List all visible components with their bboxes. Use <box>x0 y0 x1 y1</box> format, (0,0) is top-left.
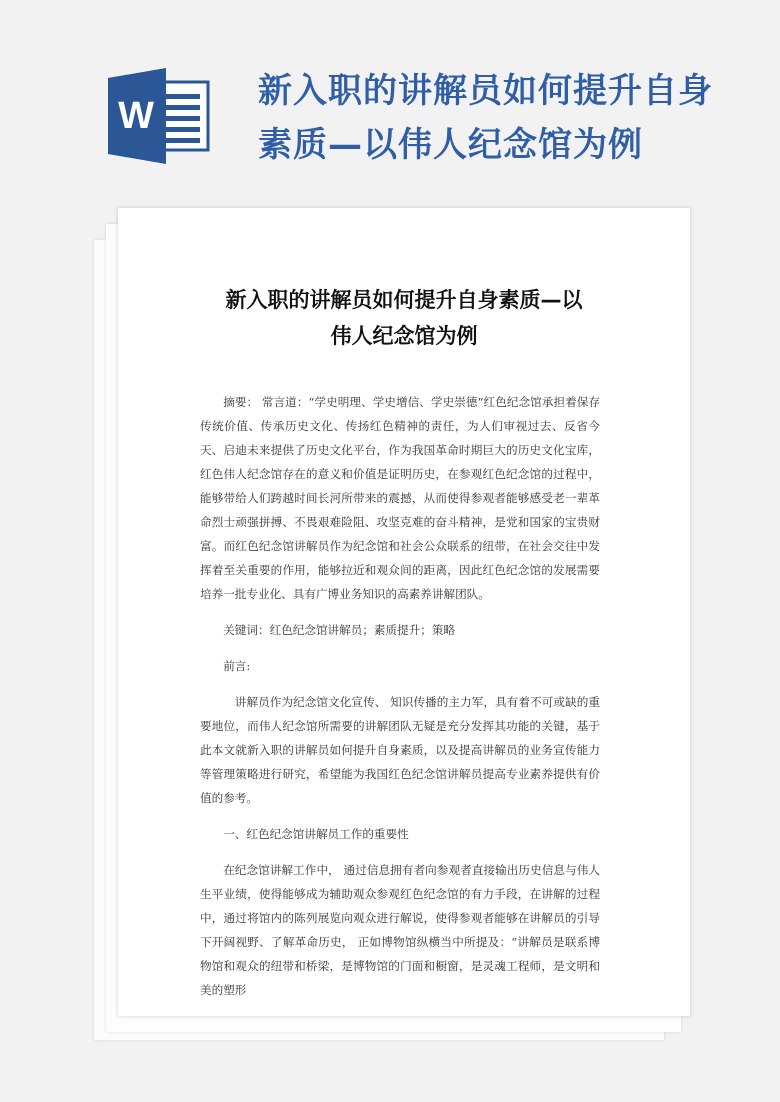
header <box>0 0 780 200</box>
document-title-line2: 伟人纪念馆为例 <box>330 324 478 348</box>
header-title-line2: 素质—以伟人纪念馆为例 <box>258 125 643 165</box>
document-title-line1: 新入职的讲解员如何提升自身素质—以 <box>225 288 583 312</box>
preface-heading: 前言: <box>223 659 251 673</box>
document-page <box>118 208 690 1016</box>
header-title <box>258 64 738 172</box>
preface-paragraph: 讲解员作为纪念馆文化宣传、 知识传播的主力军，具有着不可或缺的重要地位，而伟人纪念馆所需要的讲解团队无疑是充分发挥其功能的关键，基于此本文就新入职的讲解员如何提升自身素质，以及提高讲解员的业务宣传能力等管理策略进行研究，希望能为我国红色纪念馆讲解员提高专业素养提供有价值的参考。 <box>200 695 600 805</box>
section-paragraph: 在纪念馆讲解工作中， 通过信息拥有者向参观者直接输出历史信息与伟人生平业绩，使得能够成为辅助观众参观红色纪念馆的有力手段，在讲解的过程中，通过将馆内的陈列展览向观众进行解说，使得参观者能够在讲解员的引导下开阔视野、了解革命历史， 正如博物馆纵横当中所提及：“讲解员是联系博物馆和观众的纽带和桥梁，是博物馆的门面和橱窗，是灵魂工程师，是文明和美的塑形 <box>200 863 600 997</box>
abstract-paragraph: 摘要： 常言道：“学史明理、学史增信、学史崇德”红色纪念馆承担着保存传统价值、传承历史文化、传扬红色精神的责任，为人们审视过去、反省今天、启迪未来提供了历史文化平台，作为我国革命时期巨大的历史文化宝库，红色伟人纪念馆存在的意义和价值是证明历史，在参观红色纪念馆的过程中，能够带给人们跨越时间长河所带来的震撼，从而使得参观者能够感受老一辈革命烈士顽强拼搏、不畏艰难险阻、攻坚克难的奋斗精神，是党和国家的宝贵财富。而红色纪念馆讲解员作为纪念馆和社会公众联系的纽带，在社会交往中发挥着至关重要的作用，能够拉近和观众间的距离，因此红色纪念馆的发展需要培养一批专业化、具有广博业务知识的高素养讲解团队。 <box>200 395 600 601</box>
document-body <box>200 390 600 1002</box>
word-icon <box>108 68 212 164</box>
word-logo-letter: W <box>118 95 154 137</box>
document-title <box>118 282 690 354</box>
keywords-paragraph: 关键词：红色纪念馆讲解员；素质提升；策略 <box>223 623 456 637</box>
header-title-line1: 新入职的讲解员如何提升自身 <box>258 71 713 111</box>
section-heading: 一、红色纪念馆讲解员工作的重要性 <box>223 827 409 841</box>
